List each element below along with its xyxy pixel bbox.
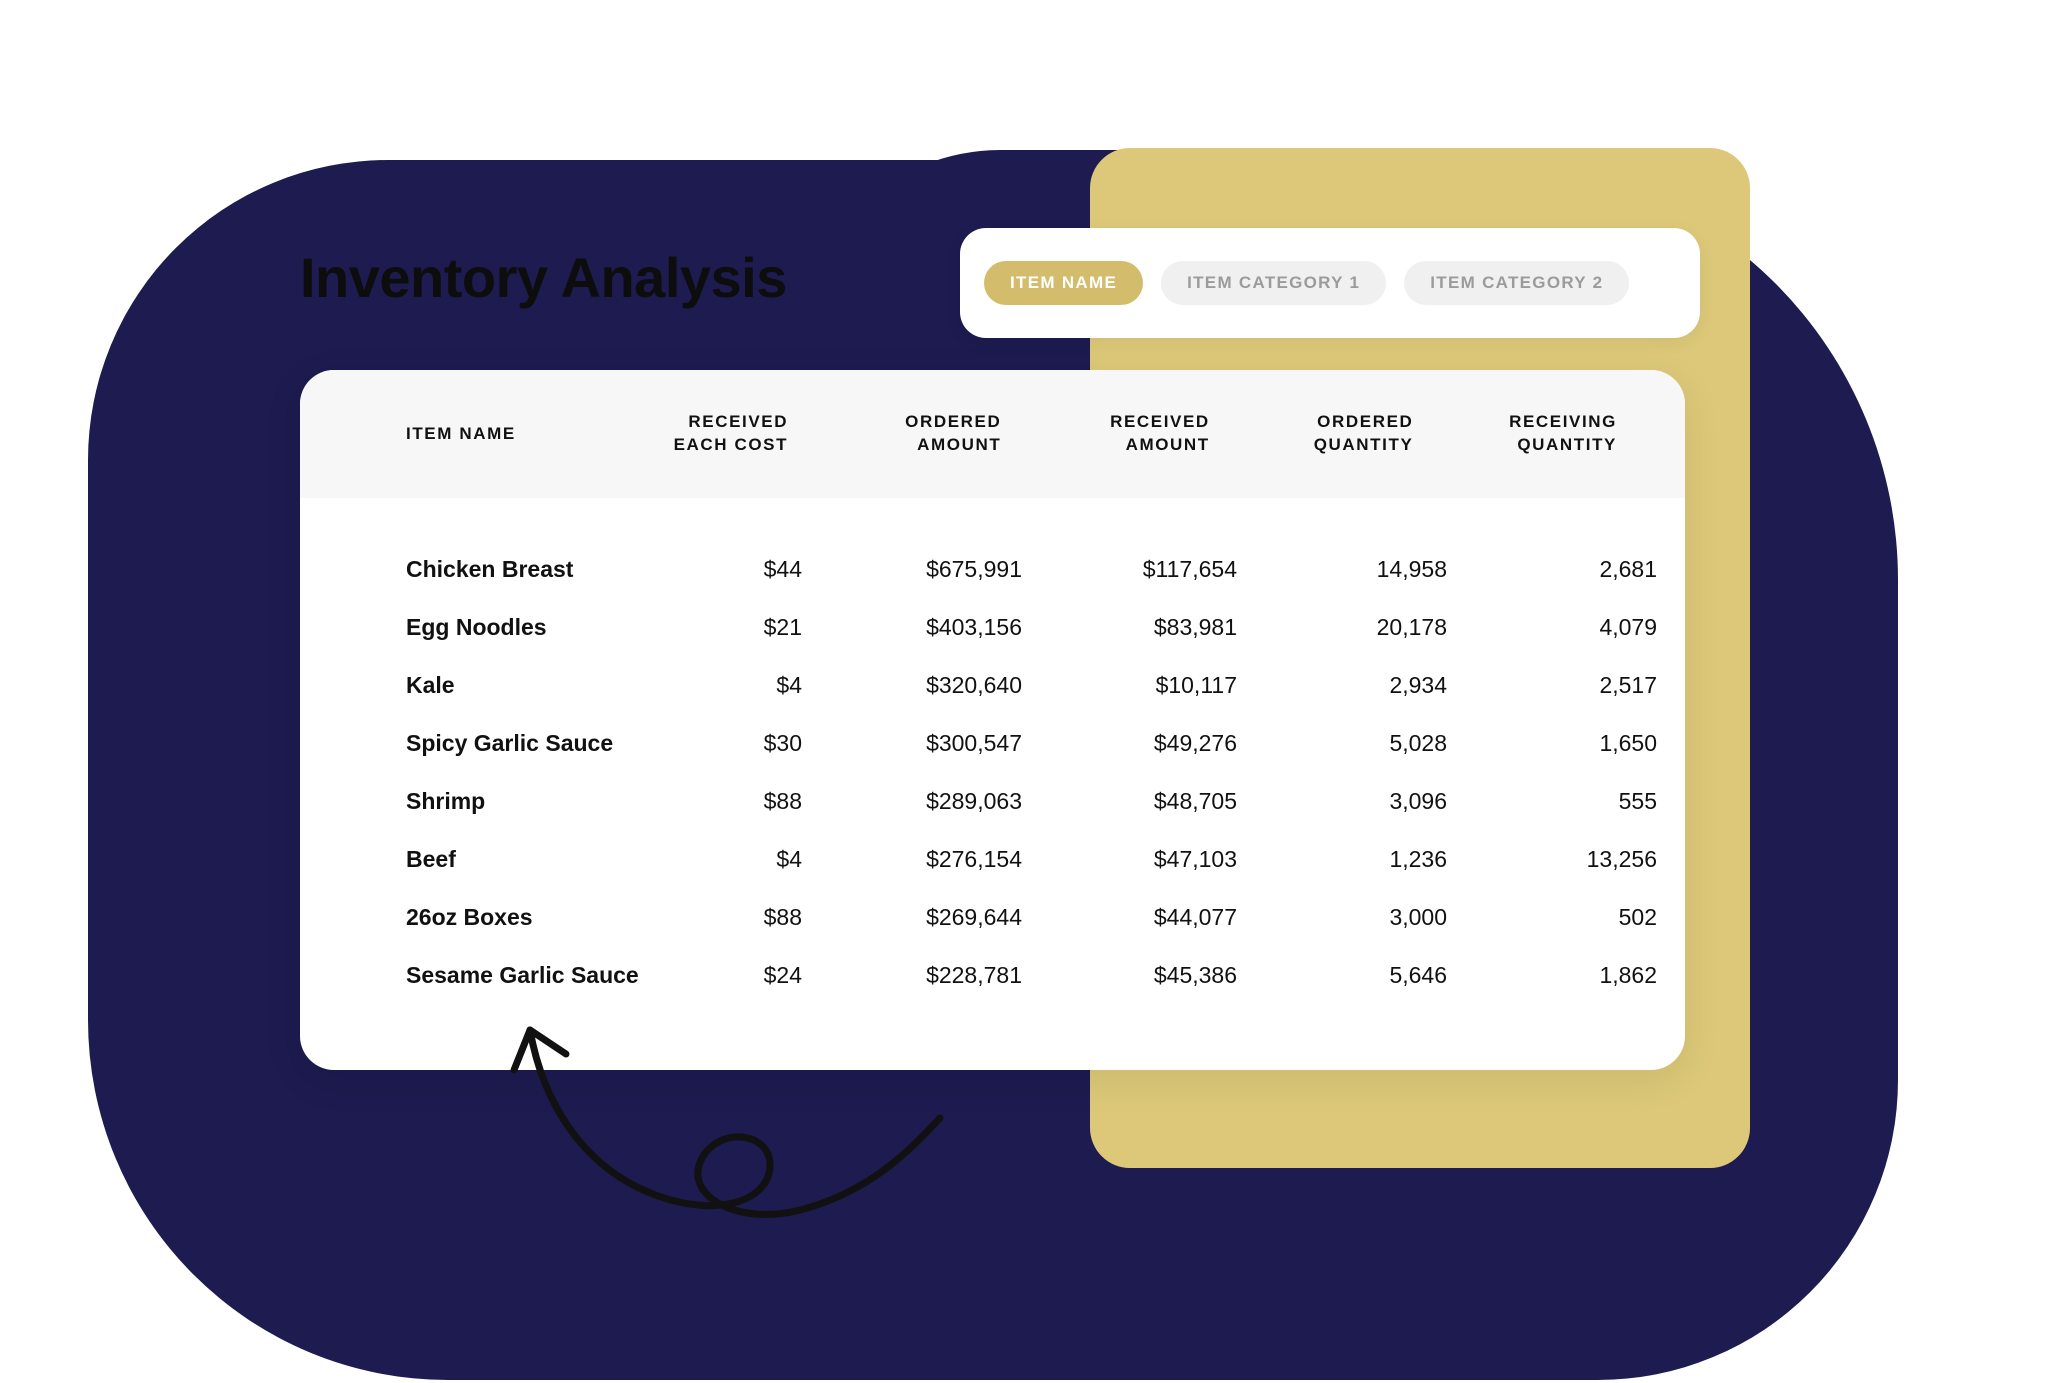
- cell-ordered-amount: $320,640: [926, 671, 1022, 698]
- cell-item-name: Spicy Garlic Sauce: [406, 729, 614, 756]
- column-header-item-name: ITEM NAME: [406, 423, 516, 443]
- column-header-line: QUANTITY: [1517, 435, 1617, 454]
- column-header-received-each-cost: [622, 411, 816, 457]
- cell-ordered-quantity: 5,646: [1389, 961, 1447, 988]
- column-header-line: ORDERED: [1317, 412, 1414, 432]
- table-row[interactable]: [300, 598, 1685, 656]
- column-header-ordered-amount: [816, 411, 1029, 457]
- cell-ordered-amount: $403,156: [926, 613, 1022, 640]
- cell-item-name: Egg Noodles: [406, 613, 547, 640]
- cell-receiving-quantity: 13,256: [1586, 845, 1657, 872]
- column-header-line: RECEIVED: [1110, 412, 1210, 432]
- cell-ordered-quantity: 20,178: [1376, 613, 1447, 640]
- cell-ordered-amount: $289,063: [926, 787, 1022, 814]
- cell-ordered-quantity: 3,096: [1389, 787, 1447, 814]
- cell-receiving-quantity: 2,681: [1599, 555, 1657, 582]
- cell-received-amount: $44,077: [1153, 903, 1237, 930]
- table-row[interactable]: [300, 888, 1685, 946]
- table-body: [300, 498, 1685, 1004]
- cell-ordered-amount: $300,547: [926, 729, 1022, 756]
- cell-item-name: Kale: [406, 671, 455, 698]
- table-row[interactable]: [300, 946, 1685, 1004]
- cell-received-amount: $10,117: [1155, 671, 1237, 698]
- column-header-line: RECEIVED: [688, 412, 789, 432]
- cell-ordered-amount: $269,644: [926, 903, 1022, 930]
- cell-received-amount: $49,276: [1153, 729, 1237, 756]
- cell-received-amount: $48,705: [1153, 787, 1237, 814]
- column-header-line: QUANTITY: [1313, 435, 1414, 454]
- cell-item-name: Beef: [406, 845, 456, 872]
- table-header-row: [300, 370, 1685, 498]
- cell-received-each-cost: $24: [763, 961, 802, 988]
- cell-received-each-cost: $4: [776, 671, 802, 698]
- cell-item-name: Chicken Breast: [406, 555, 574, 582]
- cell-ordered-quantity: 5,028: [1389, 729, 1447, 756]
- cell-receiving-quantity: 502: [1618, 903, 1657, 930]
- tab-item-category-1[interactable]: ITEM CATEGORY 1: [1161, 261, 1386, 305]
- cell-receiving-quantity: 4,079: [1599, 613, 1657, 640]
- cell-receiving-quantity: 555: [1618, 787, 1657, 814]
- tab-item-name[interactable]: ITEM NAME: [984, 261, 1143, 305]
- table-row[interactable]: [300, 656, 1685, 714]
- cell-received-each-cost: $30: [763, 729, 802, 756]
- table-row[interactable]: [300, 772, 1685, 830]
- cell-received-amount: $47,103: [1153, 845, 1237, 872]
- cell-ordered-quantity: 14,958: [1376, 555, 1447, 582]
- inventory-table-card: [300, 370, 1685, 1070]
- table-row[interactable]: [300, 830, 1685, 888]
- cell-ordered-amount: $276,154: [926, 845, 1022, 872]
- cell-receiving-quantity: 2,517: [1599, 671, 1657, 698]
- cell-receiving-quantity: 1,650: [1599, 729, 1657, 756]
- cell-ordered-amount: $675,991: [926, 555, 1022, 582]
- cell-ordered-quantity: 3,000: [1389, 903, 1447, 930]
- column-header-line: EACH COST: [673, 435, 789, 454]
- column-header-line: AMOUNT: [917, 435, 1002, 454]
- column-header-line: ORDERED: [905, 412, 1002, 432]
- cell-ordered-amount: $228,781: [926, 961, 1022, 988]
- column-header-received-amount: [1029, 411, 1237, 457]
- tab-item-category-2[interactable]: ITEM CATEGORY 2: [1404, 261, 1629, 305]
- cell-received-each-cost: $88: [763, 903, 802, 930]
- cell-ordered-quantity: 1,236: [1389, 845, 1447, 872]
- column-header-ordered-quantity: [1238, 411, 1442, 457]
- cell-received-amount: $45,386: [1153, 961, 1237, 988]
- cell-received-each-cost: $88: [763, 787, 802, 814]
- cell-receiving-quantity: 1,862: [1599, 961, 1657, 988]
- cell-item-name: Shrimp: [406, 787, 486, 814]
- tab-bar: [960, 228, 1700, 338]
- column-header-receiving-quantity: [1441, 411, 1645, 457]
- cell-received-amount: $117,654: [1142, 555, 1237, 582]
- cell-received-each-cost: $4: [776, 845, 802, 872]
- cell-received-amount: $83,981: [1153, 613, 1237, 640]
- cell-item-name: Sesame Garlic Sauce: [406, 961, 639, 988]
- table-row[interactable]: [300, 714, 1685, 772]
- column-header-line: AMOUNT: [1125, 435, 1210, 454]
- cell-ordered-quantity: 2,934: [1389, 671, 1447, 698]
- cell-received-each-cost: $21: [763, 613, 802, 640]
- table-row[interactable]: [300, 540, 1685, 598]
- cell-received-each-cost: $44: [763, 555, 802, 582]
- column-header-line: RECEIVING: [1509, 412, 1617, 432]
- cell-item-name: 26oz Boxes: [406, 903, 533, 930]
- page-title: Inventory Analysis: [300, 246, 787, 309]
